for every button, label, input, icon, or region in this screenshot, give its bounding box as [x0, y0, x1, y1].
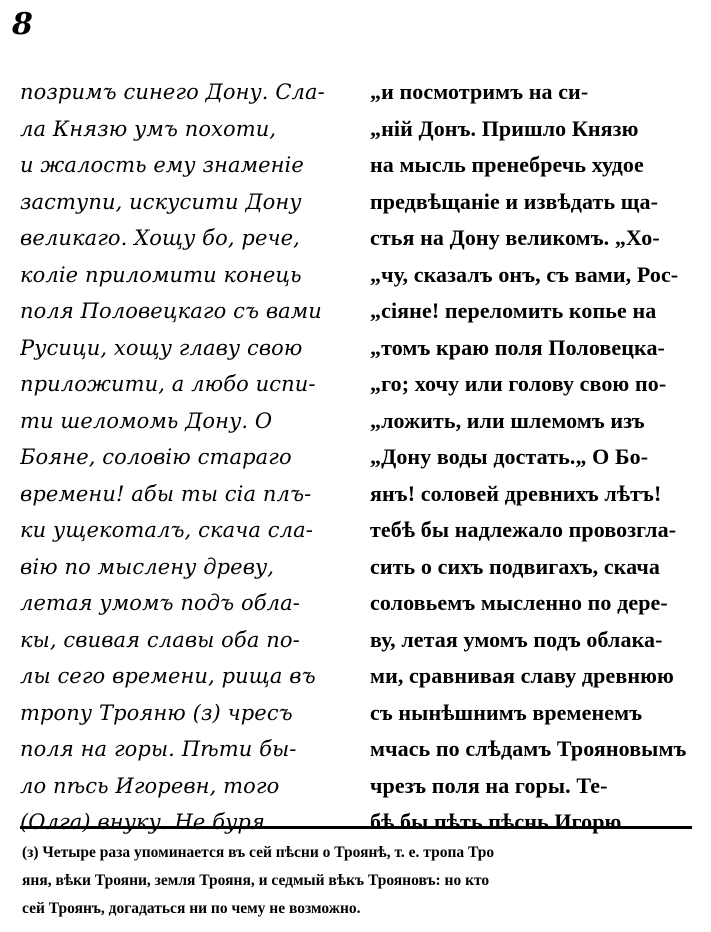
text-line: тропу Трояню (з) чресъ	[20, 700, 293, 725]
text-line: тебѣ бы надлежало провозгла-	[370, 517, 677, 542]
text-line: Русици, хощу главу свою	[20, 335, 303, 360]
text-line: „ній Донъ. Пришло Князю	[370, 115, 639, 141]
right-column-translation	[370, 74, 690, 841]
footnote	[22, 839, 694, 923]
text-line: ми, сравнивая славу древнюю	[370, 663, 674, 688]
text-line: коліе приломити конець	[20, 262, 302, 287]
text-line: чрезъ поля на горы. Те-	[370, 772, 608, 798]
text-line: ву, летая умомъ подъ облака-	[370, 626, 663, 652]
text-line: „томъ краю поля Половецка-	[370, 334, 665, 360]
text-line: великаго. Хощу бо, рече,	[20, 226, 300, 250]
text-line: времени! абы ты сіа плъ-	[20, 481, 312, 506]
page-number: 8	[12, 7, 33, 42]
text-line: соловьемъ мысленно по дере-	[370, 590, 668, 615]
text-line: стья на Дону великомъ. „Хо-	[370, 225, 660, 250]
text-line: и жалость ему знаменіе	[20, 153, 304, 177]
text-line: приложити, а любо испи-	[20, 372, 316, 396]
text-line: „чу, сказалъ онъ, съ вами, Рос-	[370, 261, 679, 287]
text-line: сить о сихъ подвигахъ, скача	[370, 553, 660, 579]
text-line: ла Князю умъ похоти,	[20, 116, 277, 141]
text-line: „Дону воды достать.„ О Бо-	[370, 444, 649, 469]
footnote-line: яня, вѣки Трояни, земля Трояня, и седмый вѣкъ Трояновъ: но кто	[22, 872, 490, 889]
text-line: вію по мыслену древу,	[20, 554, 275, 579]
text-line: поля на горы. Пѣти бы-	[20, 737, 297, 761]
text-line: мчась по слѣдамъ Трояновымъ	[370, 736, 687, 761]
text-line: ло пѣсь Игоревн, того	[20, 773, 280, 798]
text-line: ки ущекоталъ, скача сла-	[20, 518, 313, 542]
text-line: позримъ синего Дону. Сла-	[20, 80, 325, 104]
text-line: ти шеломомь Дону. О	[20, 408, 273, 433]
text-line: съ нынѣшнимъ временемъ	[370, 699, 643, 725]
text-line: предвѣщаніе и извѣдать ща-	[370, 188, 658, 214]
text-line: (Олга) внуку. Не буря	[20, 810, 265, 834]
text-line: на мысль пренебречь худое	[370, 152, 644, 177]
text-line: заступи, искусити Дону	[20, 189, 302, 214]
text-line: летая умомъ подъ обла-	[20, 591, 300, 615]
left-column-old-text	[20, 74, 340, 841]
text-line: лы сего времени, рища въ	[20, 664, 316, 688]
text-line: кы, свивая славы оба по-	[20, 627, 300, 652]
text-line: „сіяне! переломить копье на	[370, 298, 657, 323]
text-line: „и посмотримъ на си-	[370, 79, 589, 104]
text-line: бѣ бы пѣть пѣснь Игорю	[370, 809, 622, 834]
text-line: янъ! соловей древнихъ лѣтъ!	[370, 480, 662, 506]
footnote-line: (з) Четыре раза упоминается въ сей пѣсни о Троянѣ, т. е. тропа Тро	[22, 844, 495, 861]
text-line: Бояне, соловію стараго	[20, 445, 292, 469]
text-line: „ложить, или шлемомъ изъ	[370, 407, 645, 433]
text-line: „го; хочу или голову свою по-	[370, 371, 667, 396]
footnote-line: сей Троянъ, догадаться ни по чему не возможно.	[22, 900, 361, 917]
text-line: поля Половецкаго съ вами	[20, 299, 322, 323]
footnote-divider	[20, 826, 692, 829]
